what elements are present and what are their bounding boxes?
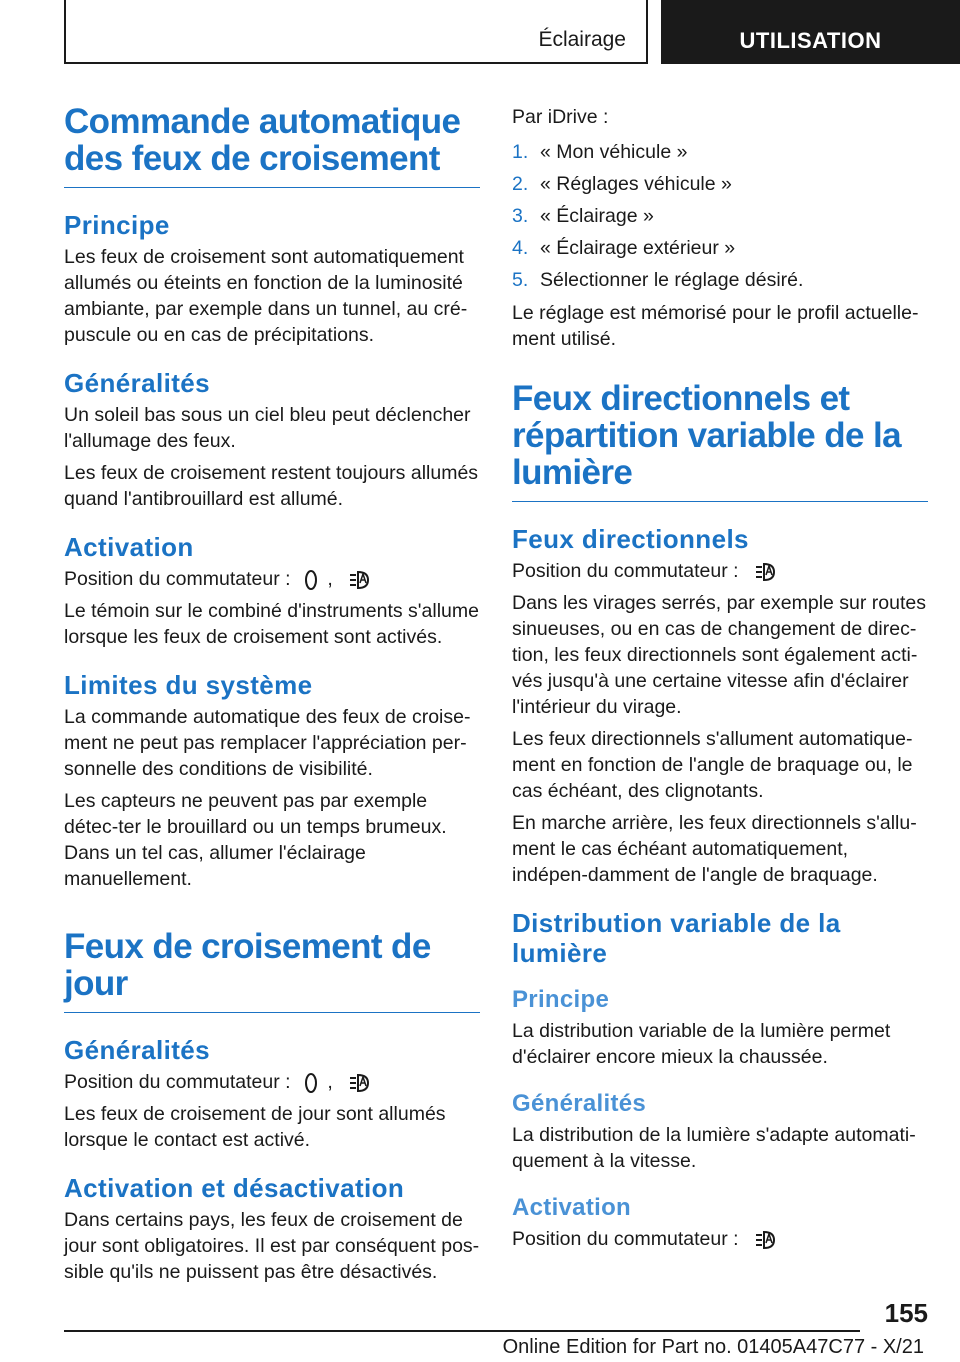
heading-generalites-right: Généralités	[512, 1090, 647, 1117]
feuxdir-switch-line	[512, 558, 928, 584]
auto-headlight-icon	[752, 1228, 780, 1252]
actdes-text: Dans certains pays, les feux de croisement de jour sont obligatoires. Il est par conséquent pos-sible qu'ils ne puissent pas être désactivés.	[64, 1209, 480, 1283]
limites-text-1: La commande automatique des feux de croise-ment ne peut pas remplacer l'appréciation per-sonnelle des conditions de visibilité.	[64, 706, 471, 780]
header-chapter-title: UTILISATION	[739, 28, 882, 53]
activation-right-switch-label: Position du commutateur :	[512, 1228, 739, 1250]
heading-auto-low-beam: Commande automatique des feux de croisement	[64, 103, 480, 188]
heading-limites-systeme: Limites du système	[64, 670, 313, 700]
list-item: 2. « Réglages véhicule »	[512, 173, 732, 195]
list-item: 5. Sélectionner le réglage désiré.	[512, 269, 804, 291]
heading-distribution-variable: Distribution variable de la lumière	[512, 908, 841, 968]
heading-generalites: Généralités	[64, 368, 211, 398]
principe-text: Les feux de croisement sont automatiquement allumés ou éteints en fonction de la luminosité ambiante, par exemple dans un tunnel, au cré-puscule ou en cas de précipitations.	[64, 246, 468, 346]
footer-divider	[64, 1330, 860, 1332]
list-item: 1. « Mon véhicule »	[512, 141, 688, 163]
page-number: 155	[884, 1298, 928, 1328]
activation-switch-label: Position du commutateur :	[64, 568, 291, 590]
heading-feux-directionnels: Feux directionnels	[512, 524, 749, 554]
activation-separator: ,	[327, 568, 333, 590]
auto-headlight-icon	[346, 1071, 374, 1095]
heading-jour-generalites: Généralités	[64, 1035, 211, 1065]
header-chapter-tab	[661, 0, 960, 64]
right-column	[512, 104, 928, 1258]
footer-edition: Online Edition for Part no. 01405A47C77 - X/21	[502, 1336, 924, 1358]
jour-text: Les feux de croisement de jour sont allumés lorsque le contact est activé.	[64, 1103, 446, 1151]
auto-headlight-icon	[752, 560, 780, 584]
limites-text-2: Les capteurs ne peuvent pas par exemple détec-ter le brouillard ou un temps brumeux. Dans un tel cas, allumer l'éclairage manuellement.	[64, 790, 447, 890]
generalites-text-1: Un soleil bas sous un ciel bleu peut déclencher l'allumage des feux.	[64, 404, 471, 452]
list-item: 4. « Éclairage extérieur »	[512, 237, 736, 259]
heading-principe: Principe	[64, 210, 170, 240]
list-item: 3. « Éclairage »	[512, 205, 654, 227]
idrive-intro: Par iDrive :	[512, 106, 609, 128]
generalites-right-text: La distribution de la lumière s'adapte automati-quement à la vitesse.	[512, 1124, 916, 1172]
jour-switch-line	[64, 1069, 480, 1095]
heading-activation: Activation	[64, 532, 194, 562]
header-section-tab	[64, 0, 648, 64]
jour-switch-label: Position du commutateur :	[64, 1071, 291, 1093]
heading-activation-right: Activation	[512, 1194, 632, 1221]
activation-text: Le témoin sur le combiné d'instruments s'allume lorsque les feux de croisement sont activés.	[64, 600, 479, 648]
memo-text: Le réglage est mémorisé pour le profil actuelle-ment utilisé.	[512, 302, 919, 350]
feuxdir-text-3: En marche arrière, les feux directionnels s'allu-ment le cas échéant automatiquement, indépen-damment de l'angle de braquage.	[512, 812, 917, 886]
heading-directional-lights: Feux directionnels et répartition variable de la lumière	[512, 380, 928, 502]
switch-position-0-icon	[304, 569, 318, 591]
feuxdir-text-1: Dans les virages serrés, par exemple sur routes sinueuses, ou en cas de changement de direc-tion, les feux directionnels sont également acti-vés jusqu'à une certaine vitesse afin d'éclairer l'intérieur du virage.	[512, 592, 927, 718]
idrive-steps	[512, 136, 928, 296]
activation-switch-line	[64, 566, 480, 592]
auto-headlight-icon	[346, 568, 374, 592]
header-section-title: Éclairage	[538, 28, 626, 51]
heading-activation-desactivation: Activation et désactivation	[64, 1173, 405, 1203]
heading-daytime-low-beam: Feux de croisement de jour	[64, 928, 480, 1013]
principe-right-text: La distribution variable de la lumière permet d'éclairer encore mieux la chaussée.	[512, 1020, 891, 1068]
feuxdir-text-2: Les feux directionnels s'allument automatique-ment en fonction de l'angle de braquage ou, le cas échéant, des clignotants.	[512, 728, 913, 802]
feuxdir-switch-label: Position du commutateur :	[512, 560, 739, 582]
switch-position-0-icon	[304, 1072, 318, 1094]
left-column	[64, 103, 480, 1291]
jour-separator: ,	[327, 1071, 333, 1093]
heading-principe-right: Principe	[512, 986, 610, 1013]
generalites-text-2: Les feux de croisement restent toujours allumés quand l'antibrouillard est allumé.	[64, 462, 479, 510]
activation-right-switch-line	[512, 1226, 928, 1252]
